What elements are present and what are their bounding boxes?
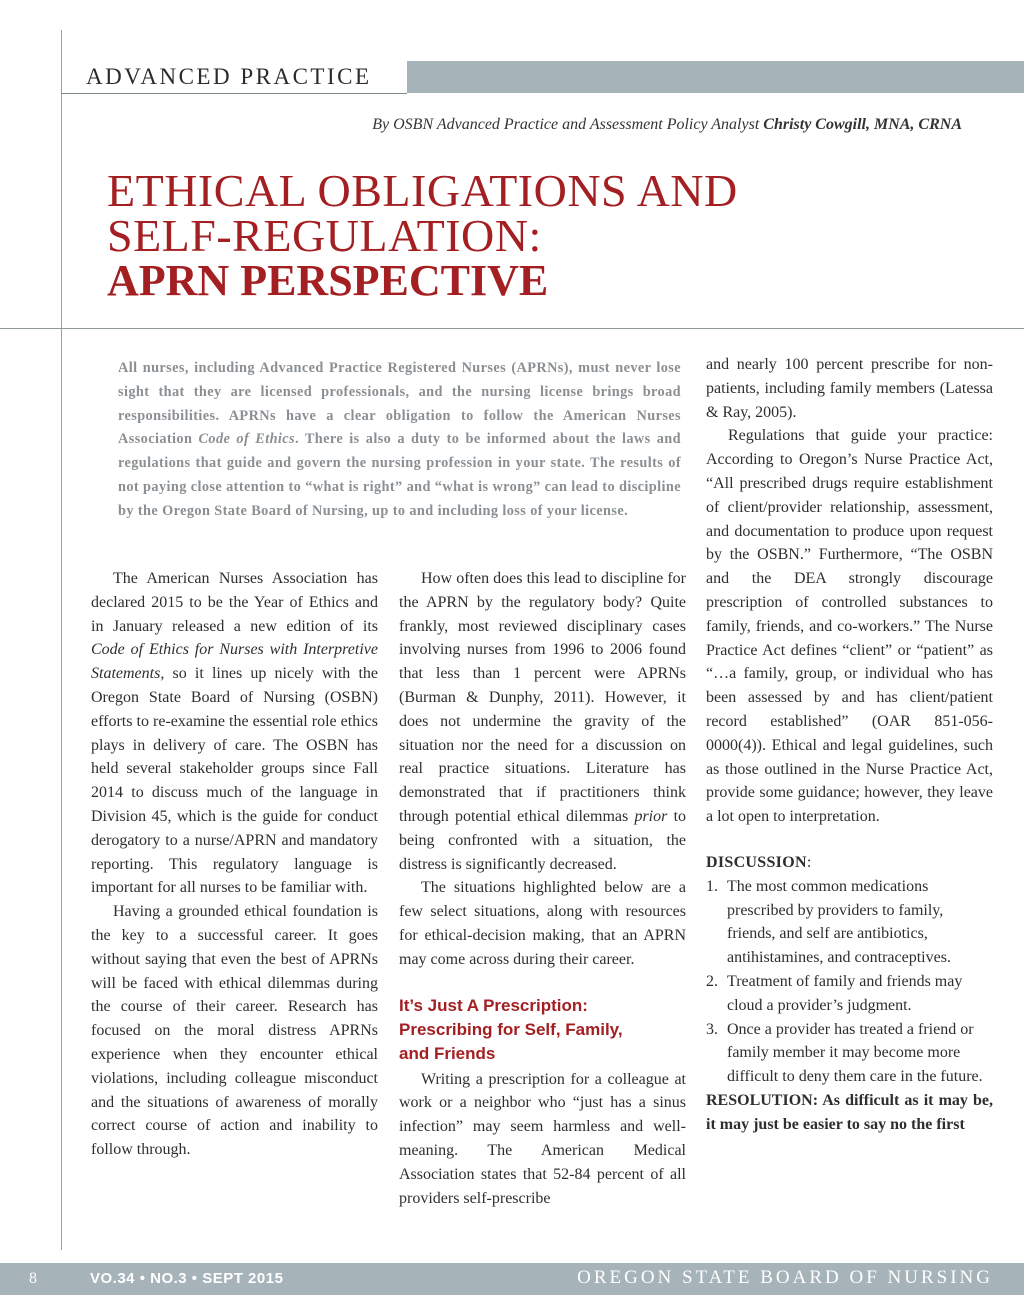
- publisher-name: OREGON STATE BOARD OF NURSING: [577, 1267, 993, 1288]
- column-1: [91, 567, 378, 1162]
- resolution-text: As difficult as it may be, it may just be easier to say no the first: [706, 1091, 993, 1133]
- byline: [372, 116, 962, 134]
- resolution-paragraph: [706, 1089, 993, 1137]
- resolution-label: RESOLUTION:: [706, 1091, 819, 1109]
- col2-p1-text: How often does this lead to discipline for the APRN by the regulatory body? Quite frankly, most reviewed disciplinary cases involving nurses from 1996 to 2006 found that less than 1 percent were APRNs (Burman & Dunphy, 2011). However, it does not undermine the gravity of the situation nor the need for a discussion on real practice situations. Literature has demonstrated that if practitioners think through potential ethical dilemmas: [399, 570, 686, 825]
- intro-text-1: All nurses, including Advanced Practice Registered Nurses (APRNs), must never lose sight that they are licensed professionals, and the nursing license brings broad responsibilities. APRNs have a clear obligation to follow the American Nurses Association: [118, 360, 681, 448]
- list-item: [706, 875, 993, 970]
- col2-p1-text-b: to being confronted with a situation, the distress is significantly decreased.: [399, 807, 687, 873]
- discussion-label: DISCUSSION: [706, 853, 807, 871]
- column-3: [706, 353, 993, 1137]
- section-header-bar: [407, 61, 1024, 93]
- list-item-number: 2.: [706, 972, 718, 990]
- list-item-text: Treatment of family and friends may cloud a provider’s judgment.: [727, 972, 963, 1014]
- subheading-line-1: It’s Just A Prescription:: [399, 995, 588, 1015]
- article-title: [107, 165, 987, 305]
- col2-paragraph-3: Writing a prescription for a colleague at work or a neighbor who “just has a sinus infection” may seem harmless and well-meaning. The American Medical Association states that 52-84 percent of all providers self-prescribe: [399, 1070, 686, 1207]
- byline-author: Christy Cowgill, MNA, CRNA: [763, 116, 962, 133]
- left-margin-rule: [61, 30, 62, 1250]
- list-item-number: 3.: [706, 1020, 718, 1038]
- title-line-3: APRN PERSPECTIVE: [107, 256, 549, 305]
- col1-p1-text-a: The American Nurses Association has declared 2015 to be the Year of Ethics and in January released a new edition of its: [91, 570, 378, 635]
- col1-paragraph-1: [91, 567, 378, 900]
- col1-p1-text-b: , so it lines up nicely with the Oregon State Board of Nursing (OSBN) efforts to re-examine the essential role ethics plays in delivery of care. The OSBN has held several stakeholder groups since Fall 2014 to discuss much of the language in Division 45, which is the guide for conduct derogatory to a nurse/APRN and mandatory reporting. This regulatory language is important for all nurses to be familiar with.: [91, 665, 378, 897]
- col3-paragraph-1: and nearly 100 percent prescribe for non-patients, including family members (Latessa & Ray, 2005).: [706, 356, 993, 421]
- col3-paragraph-2: Regulations that guide your practice: According to Oregon’s Nurse Practice Act, “All prescribed drugs require establishment of client/provider relationship, assessment, and documentation to produce upon request by the OSBN.” Furthermore, “The OSBN and the DEA strongly discourage prescription of controlled substances to family, friends, and co-workers.” The Nurse Practice Act defines “client” or “patient” as “…a family, group, or individual who has been assessed by and has client/patient record established” (OAR 851-056-0000(4)). Ethical and legal guidelines, such as those outlined in the Nurse Practice Act, provide some guidance; however, they leave a lot open to interpretation.: [706, 427, 993, 826]
- intro-paragraph: [118, 357, 681, 524]
- intro-text-2: . There is also a duty to be informed about the laws and regulations that guide and govern the nursing profession in your state. The results of not paying close attention to “what is right” and “what is wrong” can lead to discipline by the Oregon State Board of Nursing, up to and including loss of your license.: [118, 431, 681, 519]
- title-line-2: SELF-REGULATION:: [107, 210, 542, 261]
- title-divider: [0, 328, 1024, 329]
- list-item-text: Once a provider has treated a friend or family member it may become more difficult to deny them care in the future.: [727, 1020, 983, 1086]
- col2-p1-italic: prior: [634, 807, 668, 825]
- list-item-text: The most common medications prescribed by providers to family, friends, and self are antibiotics, antihistamines, and contraceptives.: [727, 877, 951, 967]
- col2-paragraph-2: The situations highlighted below are a few select situations, along with resources for ethical-decision making, that an APRN may come across during their career.: [399, 879, 686, 968]
- section-underline: [61, 93, 407, 94]
- section-label: ADVANCED PRACTICE: [86, 64, 372, 89]
- discussion-colon: :: [806, 853, 812, 871]
- list-item: [706, 970, 993, 1018]
- issue-info: VO.34 • NO.3 • SEPT 2015: [90, 1270, 284, 1287]
- col1-p1-italic: Code of Ethics for Nurses with Interpretive Statements: [91, 641, 378, 683]
- list-item: [706, 1018, 993, 1089]
- subheading-line-3: and Friends: [399, 1043, 496, 1063]
- column-2: [399, 567, 686, 1210]
- page-number: 8: [29, 1270, 37, 1287]
- intro-code-title: Code of Ethics: [198, 431, 295, 448]
- col2-subheading: [399, 994, 686, 1066]
- col2-paragraph-1: [399, 567, 686, 876]
- discussion-heading: [706, 851, 993, 875]
- discussion-list: [706, 875, 993, 1089]
- col1-paragraph-2: Having a grounded ethical foundation is the key to a successful career. It goes without saying that even the best of APRNs will be faced with ethical dilemmas during the course of their career. Research has focused on the moral distress APRNs experience when they encounter ethical violations, including colleague misconduct and the situations of awareness of morally correct course of action and inability to follow through.: [91, 903, 378, 1159]
- title-line-1: ETHICAL OBLIGATIONS AND: [107, 165, 738, 216]
- list-item-number: 1.: [706, 877, 718, 895]
- byline-prefix: By OSBN Advanced Practice and Assessment Policy Analyst: [372, 116, 760, 133]
- subheading-line-2: Prescribing for Self, Family,: [399, 1019, 623, 1039]
